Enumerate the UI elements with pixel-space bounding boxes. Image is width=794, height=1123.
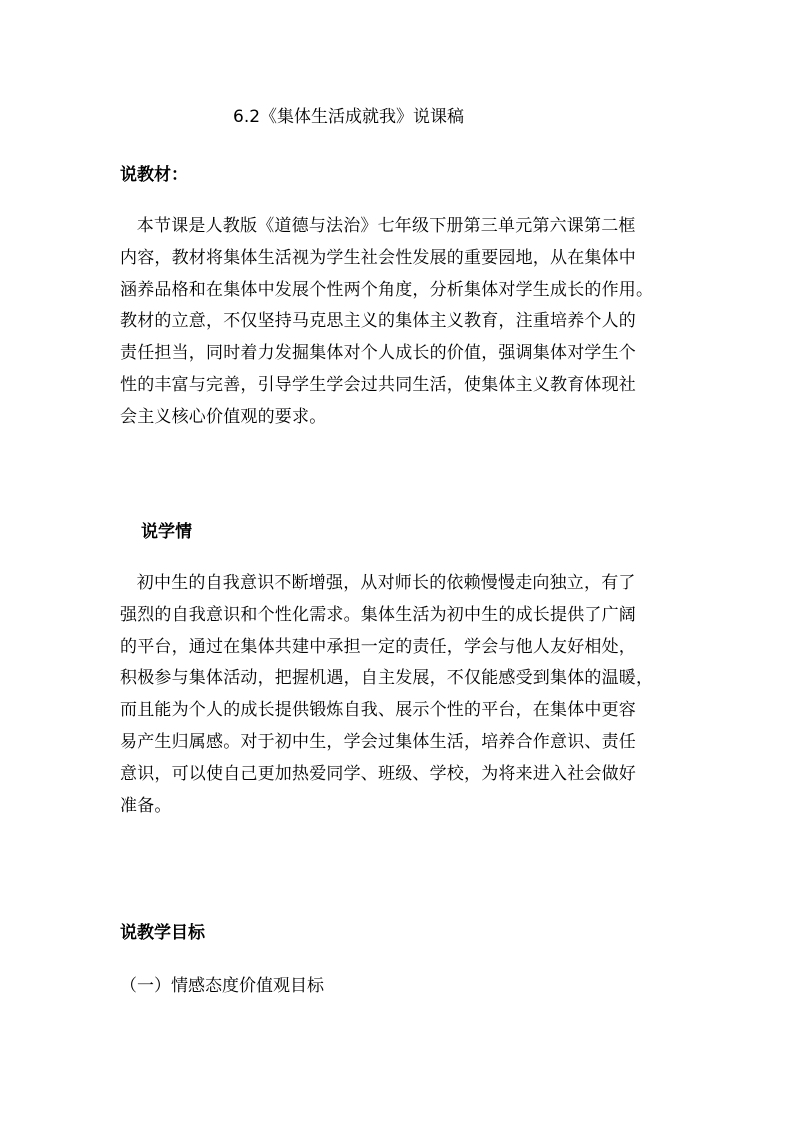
- section-heading-textbook: 说教材：: [120, 165, 188, 185]
- paragraph-line: 积极参与集体活动，把握机遇，自主发展，不仅能感受到集体的温暖，: [120, 668, 654, 689]
- paragraph-textbook: [120, 211, 680, 434]
- paragraph-line: 的平台，通过在集体共建中承担一定的责任，学会与他人友好相处，: [120, 636, 636, 657]
- paragraph-line: 而且能为个人的成长提供锻炼自我、展示个性的平台，在集体中更容: [120, 700, 636, 721]
- subheading-attitude-goals: （一）情感态度价值观目标: [120, 976, 324, 996]
- paragraph-line: 涵养品格和在集体中发展个性两个角度，分析集体对学生成长的作用。: [120, 279, 654, 300]
- paragraph-line: 本节课是人教版《道德与法治》七年级下册第三单元第六课第二框: [120, 216, 636, 236]
- paragraph-line: 初中生的自我意识不断增强，从对师长的依赖慢慢走向独立，有了: [120, 573, 636, 593]
- paragraph-line: 教材的立意，不仅坚持马克思主义的集体主义教育，注重培养个人的: [120, 311, 636, 332]
- paragraph-line: 易产生归属感。对于初中生，学会过集体生活，培养合作意识、责任: [120, 731, 636, 752]
- paragraph-line: 性的丰富与完善，引导学生学会过共同生活，使集体主义教育体现社: [120, 374, 636, 395]
- paragraph-line: 强烈的自我意识和个性化需求。集体生活为初中生的成长提供了广阔: [120, 604, 636, 625]
- document-title: 6.2《集体生活成就我》说课稿: [233, 107, 465, 127]
- paragraph-line: 意识，可以使自己更加热爱同学、班级、学校，为将来进入社会做好: [120, 763, 636, 784]
- paragraph-student-analysis: [120, 568, 680, 822]
- paragraph-line: 会主义核心价值观的要求。: [120, 406, 327, 427]
- paragraph-line: 内容，教材将集体生活视为学生社会性发展的重要园地，从在集体中: [120, 247, 636, 268]
- section-heading-student-analysis: 说学情: [141, 522, 192, 542]
- section-heading-teaching-goals: 说教学目标: [120, 923, 205, 943]
- paragraph-line: 责任担当，同时着力发掘集体对个人成长的价值，强调集体对学生个: [120, 343, 636, 364]
- paragraph-line: 准备。: [120, 795, 172, 816]
